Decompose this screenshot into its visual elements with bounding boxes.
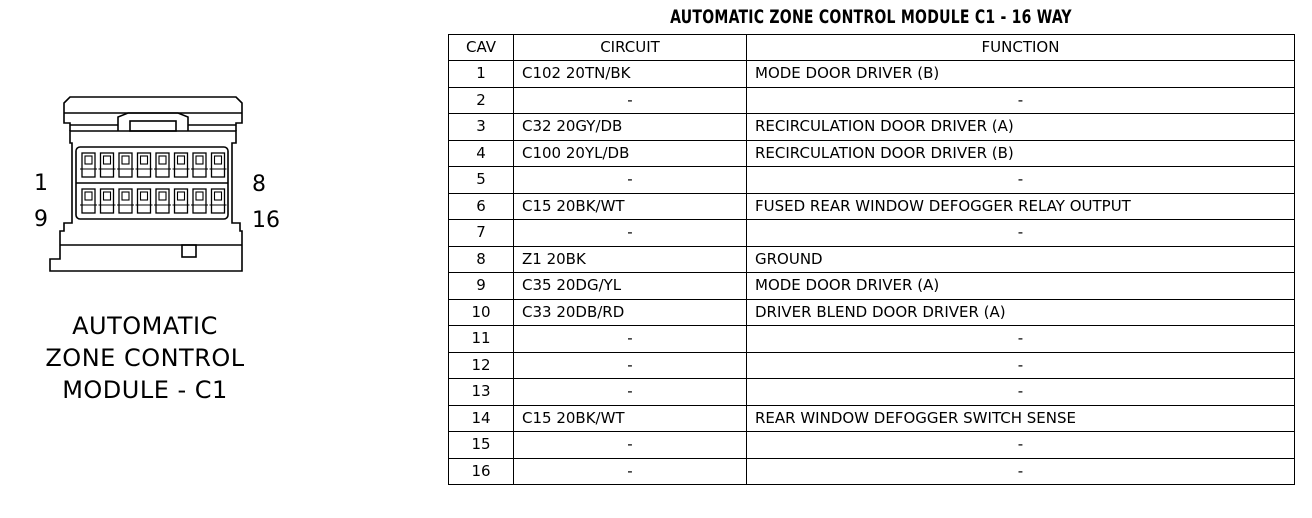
function-cell: GROUND (747, 246, 1295, 273)
cav-cell: 5 (449, 167, 514, 194)
pin-label-bottom-right: 16 (252, 208, 280, 233)
circuit-cell: C102 20TN/BK (514, 61, 747, 88)
function-cell: DRIVER BLEND DOOR DRIVER (A) (747, 299, 1295, 326)
circuit-cell: - (514, 167, 747, 194)
circuit-cell: C35 20DG/YL (514, 273, 747, 300)
pin-cavity (136, 153, 153, 177)
circuit-cell: - (514, 432, 747, 459)
function-cell: RECIRCULATION DOOR DRIVER (B) (747, 140, 1295, 167)
header-function: FUNCTION (747, 35, 1295, 61)
caption-line-1: AUTOMATIC (72, 312, 218, 340)
pin-cavity (210, 189, 227, 213)
table-row (449, 352, 1295, 379)
circuit-cell: - (514, 352, 747, 379)
table-body (449, 61, 1295, 485)
pin-cavity (117, 153, 134, 177)
pin-cavity (191, 189, 208, 213)
function-cell: - (747, 87, 1295, 114)
table-row (449, 193, 1295, 220)
function-cell: - (747, 379, 1295, 406)
table-row (449, 326, 1295, 353)
circuit-cell: C15 20BK/WT (514, 405, 747, 432)
pin-label-top-left: 1 (34, 171, 48, 196)
cav-cell: 1 (449, 61, 514, 88)
circuit-cell: - (514, 326, 747, 353)
pin-cavity (117, 189, 134, 213)
pinout-table (448, 34, 1295, 485)
function-cell: RECIRCULATION DOOR DRIVER (A) (747, 114, 1295, 141)
pin-cavity (80, 153, 97, 177)
table-title: AUTOMATIC ZONE CONTROL MODULE C1 - 16 WAY (670, 6, 1072, 28)
function-cell: - (747, 220, 1295, 247)
pin-cavity (154, 153, 171, 177)
function-cell: MODE DOOR DRIVER (B) (747, 61, 1295, 88)
table-row (449, 458, 1295, 485)
function-cell: REAR WINDOW DEFOGGER SWITCH SENSE (747, 405, 1295, 432)
function-cell: - (747, 352, 1295, 379)
table-row (449, 432, 1295, 459)
pin-cavity (210, 153, 227, 177)
cav-cell: 12 (449, 352, 514, 379)
cav-cell: 10 (449, 299, 514, 326)
table-row (449, 61, 1295, 88)
circuit-cell: Z1 20BK (514, 246, 747, 273)
circuit-cell: - (514, 87, 747, 114)
function-cell: - (747, 326, 1295, 353)
pin-label-bottom-left: 9 (34, 207, 48, 232)
pin-cavity (80, 189, 97, 213)
table-row (449, 220, 1295, 247)
caption-line-3: MODULE - C1 (62, 376, 228, 404)
function-cell: - (747, 167, 1295, 194)
circuit-cell: C33 20DB/RD (514, 299, 747, 326)
cav-cell: 4 (449, 140, 514, 167)
circuit-cell: C100 20YL/DB (514, 140, 747, 167)
caption-line-2: ZONE CONTROL (45, 344, 245, 372)
table-row (449, 87, 1295, 114)
circuit-cell: C15 20BK/WT (514, 193, 747, 220)
pin-cavity (154, 189, 171, 213)
table-row (449, 114, 1295, 141)
cav-cell: 15 (449, 432, 514, 459)
cav-cell: 16 (449, 458, 514, 485)
circuit-cell: C32 20GY/DB (514, 114, 747, 141)
function-cell: MODE DOOR DRIVER (A) (747, 273, 1295, 300)
pin-cavity (173, 153, 190, 177)
cav-cell: 14 (449, 405, 514, 432)
pin-label-top-right: 8 (252, 172, 266, 197)
pin-cavity (173, 189, 190, 213)
function-cell: - (747, 458, 1295, 485)
table-row (449, 167, 1295, 194)
pin-cavity (191, 153, 208, 177)
table-row (449, 140, 1295, 167)
cav-cell: 9 (449, 273, 514, 300)
circuit-cell: - (514, 379, 747, 406)
function-cell: FUSED REAR WINDOW DEFOGGER RELAY OUTPUT (747, 193, 1295, 220)
table-row (449, 405, 1295, 432)
circuit-cell: - (514, 458, 747, 485)
header-circuit: CIRCUIT (514, 35, 747, 61)
table-row (449, 299, 1295, 326)
cav-cell: 11 (449, 326, 514, 353)
cav-cell: 8 (449, 246, 514, 273)
cav-cell: 6 (449, 193, 514, 220)
pin-cavity (99, 153, 116, 177)
cav-cell: 7 (449, 220, 514, 247)
table-row (449, 273, 1295, 300)
pin-cavity (136, 189, 153, 213)
table-row (449, 246, 1295, 273)
cav-cell: 13 (449, 379, 514, 406)
header-cav: CAV (449, 35, 514, 61)
table-row (449, 379, 1295, 406)
table-header-row (449, 35, 1295, 61)
cav-cell: 2 (449, 87, 514, 114)
cav-cell: 3 (449, 114, 514, 141)
circuit-cell: - (514, 220, 747, 247)
connector-housing (50, 97, 242, 271)
pin-cavity (99, 189, 116, 213)
function-cell: - (747, 432, 1295, 459)
connector-caption (20, 310, 270, 406)
connector-face-diagram (30, 95, 290, 280)
